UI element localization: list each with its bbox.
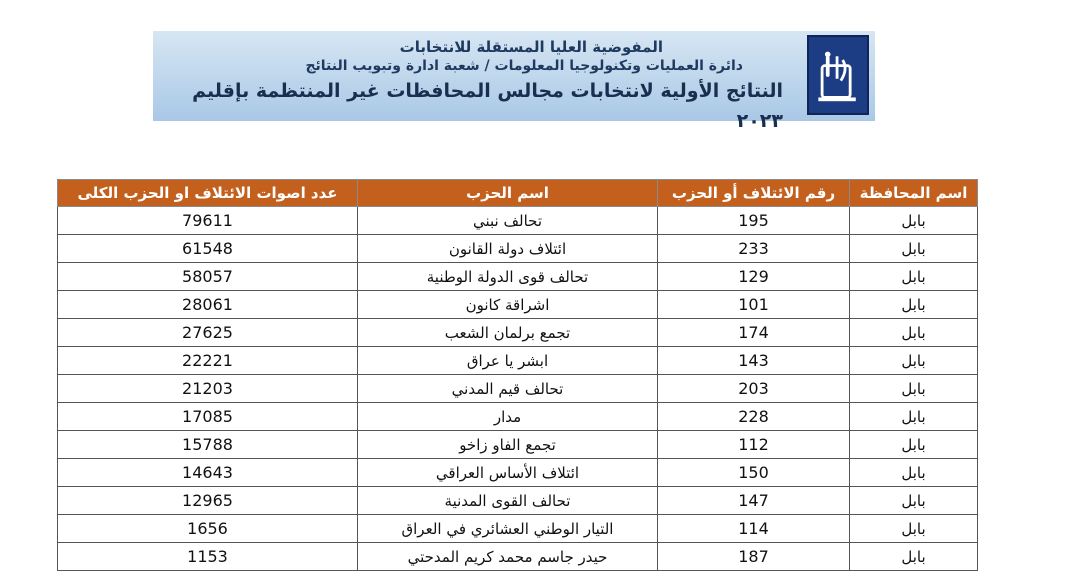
table-header-row [58, 180, 978, 207]
results-table [57, 179, 978, 571]
cell-votes: 17085 [58, 403, 358, 431]
cell-votes: 1153 [58, 543, 358, 571]
cell-governorate: بابل [850, 347, 978, 375]
cell-number: 150 [658, 459, 850, 487]
column-header-number: رقم الائتلاف أو الحزب [658, 180, 850, 207]
cell-governorate: بابل [850, 235, 978, 263]
cell-votes: 28061 [58, 291, 358, 319]
cell-votes: 1656 [58, 515, 358, 543]
cell-governorate: بابل [850, 487, 978, 515]
cell-governorate: بابل [850, 291, 978, 319]
cell-governorate: بابل [850, 319, 978, 347]
cell-votes: 12965 [58, 487, 358, 515]
cell-number: 101 [658, 291, 850, 319]
cell-governorate: بابل [850, 459, 978, 487]
cell-votes: 14643 [58, 459, 358, 487]
column-header-party: اسم الحزب [358, 180, 658, 207]
header-text [183, 37, 783, 136]
cell-votes: 21203 [58, 375, 358, 403]
table-row [58, 487, 978, 515]
cell-number: 143 [658, 347, 850, 375]
cell-number: 187 [658, 543, 850, 571]
cell-number: 147 [658, 487, 850, 515]
cell-party: تحالف نبني [358, 207, 658, 235]
page-title: النتائج الأولية لانتخابات مجالس المحافظات غير المنتظمة بإقليم ٢٠٢٣ [192, 80, 783, 132]
cell-governorate: بابل [850, 515, 978, 543]
table-row [58, 459, 978, 487]
cell-votes: 79611 [58, 207, 358, 235]
cell-party: التيار الوطني العشائري في العراق [358, 515, 658, 543]
ihec-logo-icon [807, 35, 869, 115]
cell-party: تحالف قوى الدولة الوطنية [358, 263, 658, 291]
table-row [58, 543, 978, 571]
column-header-governorate: اسم المحافظة [850, 180, 978, 207]
department-name: دائرة العمليات وتكنولوجيا المعلومات / شعبة ادارة وتبويب النتائج [305, 58, 743, 74]
cell-votes: 61548 [58, 235, 358, 263]
cell-governorate: بابل [850, 431, 978, 459]
cell-party: تجمع برلمان الشعب [358, 319, 658, 347]
table-row [58, 515, 978, 543]
cell-votes: 15788 [58, 431, 358, 459]
cell-votes: 22221 [58, 347, 358, 375]
table-row [58, 403, 978, 431]
cell-party: تحالف قيم المدني [358, 375, 658, 403]
cell-votes: 27625 [58, 319, 358, 347]
table-row [58, 207, 978, 235]
cell-governorate: بابل [850, 375, 978, 403]
cell-party: ابشر يا عراق [358, 347, 658, 375]
table-row [58, 375, 978, 403]
table-row [58, 319, 978, 347]
cell-party: تجمع الفاو زاخو [358, 431, 658, 459]
cell-party: ائتلاف دولة القانون [358, 235, 658, 263]
table-row [58, 347, 978, 375]
cell-number: 129 [658, 263, 850, 291]
cell-governorate: بابل [850, 263, 978, 291]
cell-number: 114 [658, 515, 850, 543]
cell-number: 228 [658, 403, 850, 431]
cell-number: 174 [658, 319, 850, 347]
cell-number: 233 [658, 235, 850, 263]
cell-number: 203 [658, 375, 850, 403]
header-banner [153, 31, 875, 132]
commission-name: المفوضية العليا المستقلة للانتخابات [399, 38, 663, 56]
cell-party: حيدر جاسم محمد كريم المدحتي [358, 543, 658, 571]
column-header-votes: عدد اصوات الائتلاف او الحزب الكلى [58, 180, 358, 207]
cell-party: مدار [358, 403, 658, 431]
table-row [58, 291, 978, 319]
cell-governorate: بابل [850, 207, 978, 235]
table-row [58, 263, 978, 291]
cell-number: 112 [658, 431, 850, 459]
cell-party: ائتلاف الأساس العراقي [358, 459, 658, 487]
cell-number: 195 [658, 207, 850, 235]
cell-votes: 58057 [58, 263, 358, 291]
table-row [58, 431, 978, 459]
cell-party: تحالف القوى المدنية [358, 487, 658, 515]
cell-governorate: بابل [850, 403, 978, 431]
cell-governorate: بابل [850, 543, 978, 571]
cell-party: اشراقة كانون [358, 291, 658, 319]
table-row [58, 235, 978, 263]
